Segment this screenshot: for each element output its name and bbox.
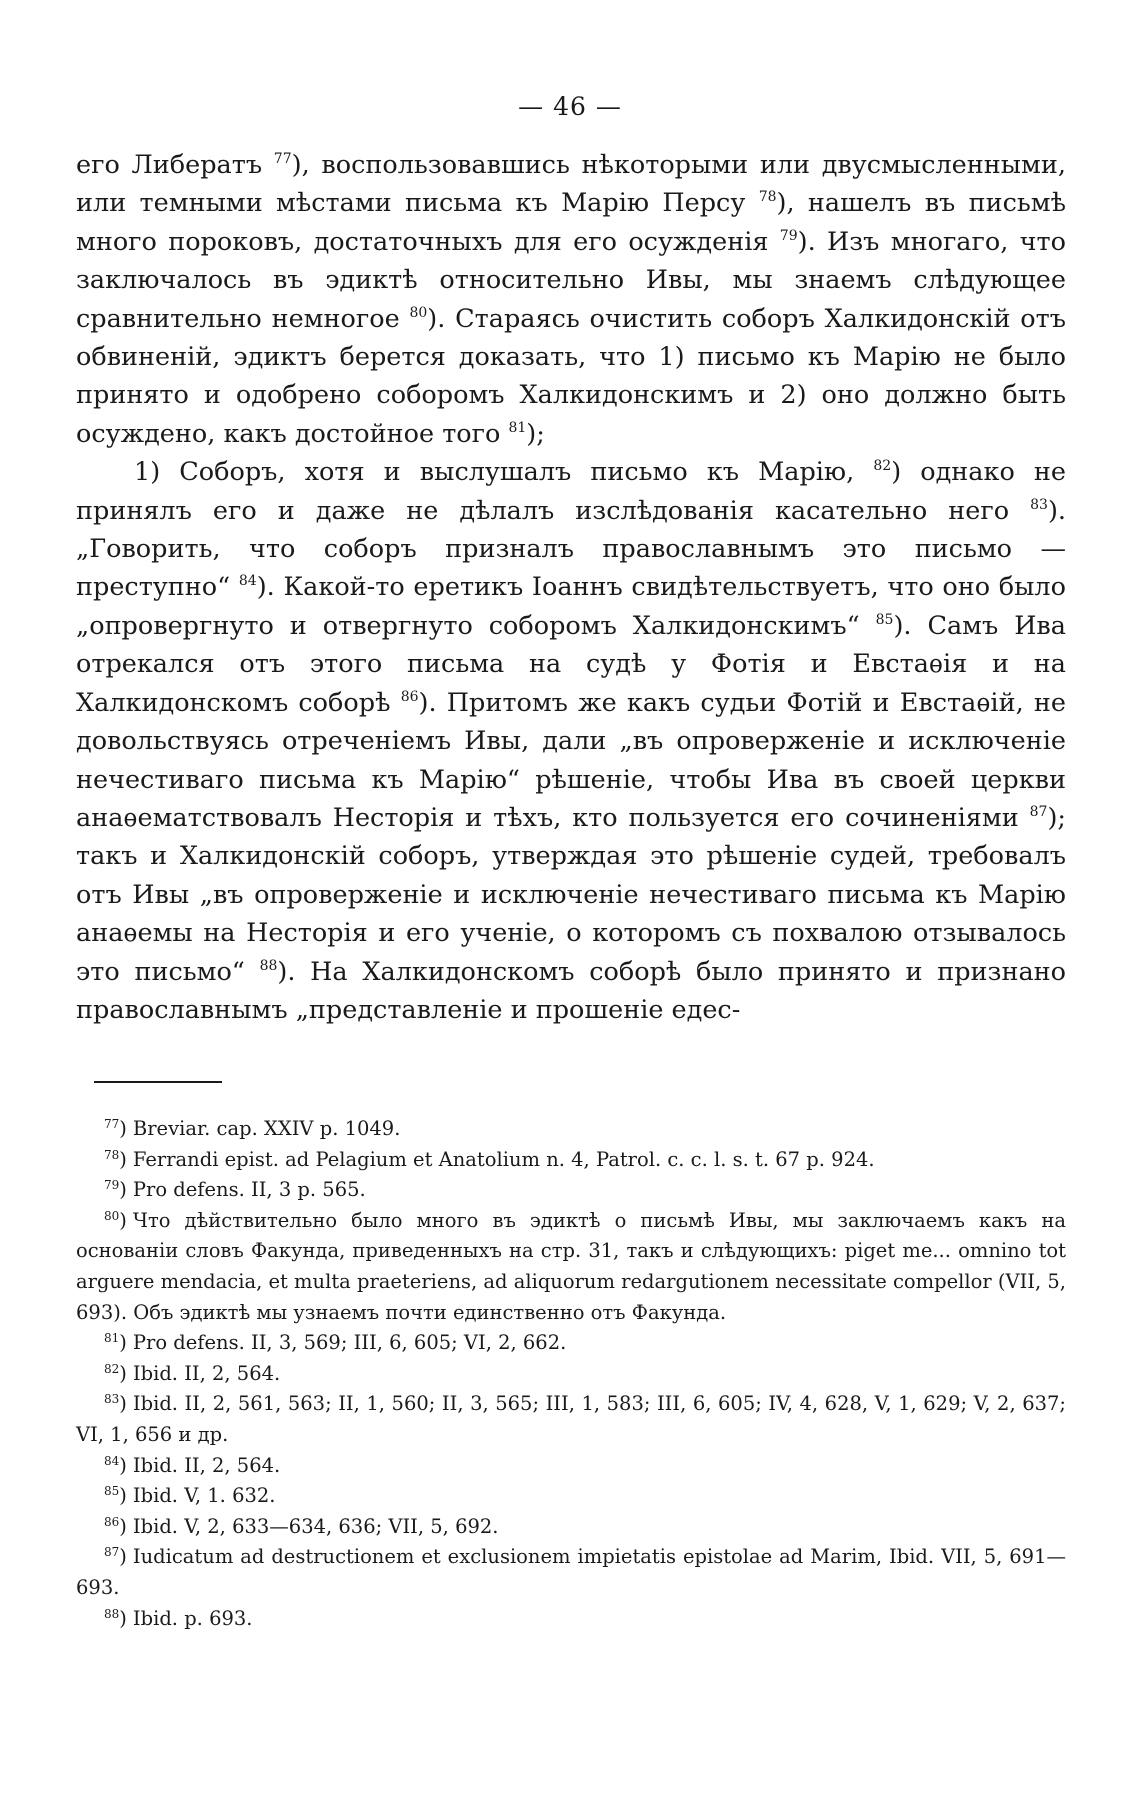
footnote-text: Что дѣйствительно было много въ эдиктѣ о письмѣ Ивы, мы заключаемъ какъ на основаніи словъ Факунда, приведенныхъ на стр. 31, такъ и слѣдующихъ: piget me... omnino tot arguere mendacia, et multa praeteriens, ad aliquorum redargutionem necessitate compellor (VII, 5, 693). Объ эдиктѣ мы узнаемъ почти единственно отъ Факунда. xyxy=(76,1208,1066,1324)
footnote: $^{82}$) Ibid. II, 2, 564. xyxy=(104,1361,281,1385)
footnote-number: 85 xyxy=(104,1484,120,1499)
footnote-number: 83 xyxy=(104,1392,120,1407)
footnote-ref: 87 xyxy=(1029,803,1048,820)
footnote-ref: 81 xyxy=(508,419,527,436)
text-run: ). „Говорить, что соборъ призналъ православнымъ это письмо — преступно“ xyxy=(76,495,1066,603)
footnote-text: Ferrandi epist. ad Pelagium et Anatolium n. 4, Patrol. c. c. l. s. t. 67 p. 924. xyxy=(132,1147,875,1171)
text-run: 1) Соборъ, хотя и выслушалъ письмо къ Марію, xyxy=(134,457,874,488)
text-run: ). На Халкидонскомъ соборѣ было принято и признано православнымъ „представленіе и прошеніе едес- xyxy=(76,956,1066,1025)
footnote-number: 87 xyxy=(104,1545,120,1560)
footnote-ref: 77 xyxy=(273,151,292,167)
footnote-text: Ibid. II, 2, 564. xyxy=(132,1361,281,1385)
paragraph xyxy=(76,146,1066,453)
text-run: ). Притомъ же какъ судьи Фотій и Евстаѳій, не довольствуясь отреченіемъ Ивы, дали „въ опроверженіе и исключеніе нечестиваго письма къ Марію“ рѣшеніе, чтобы Ива въ своей церкви анаѳематствовалъ Несторія и тѣхъ, кто пользуется его сочиненіями xyxy=(76,687,1067,833)
footnote-number: 80 xyxy=(104,1208,120,1223)
footnote: $^{81}$) Pro defens. II, 3, 569; III, 6, 605; VI, 2, 662. xyxy=(104,1331,567,1355)
text-run: его Либератъ xyxy=(76,150,274,180)
footnote-ref: 84 xyxy=(238,573,257,590)
footnote-text: Pro defens. II, 3, 569; III, 6, 605; VI, 2, 662. xyxy=(132,1331,567,1355)
footnote-text: Ibid. V, 2, 633—634, 636; VII, 5, 692. xyxy=(132,1514,499,1538)
footnote-number: 77 xyxy=(104,1117,120,1131)
footnote-ref: 85 xyxy=(875,611,894,628)
text-run: ). Изъ многаго, что заключалось въ эдиктѣ относительно Ивы, мы знаемъ слѣдующее сравнительно немногое xyxy=(76,226,1066,334)
footnote-number: 86 xyxy=(104,1514,120,1529)
footnote-ref: 88 xyxy=(259,957,278,974)
text-run: ); такъ и Халкидонскій соборъ, утверждая это рѣшеніе судей, требовалъ отъ Ивы „въ опроверженіе и исключеніе нечестиваго письма къ Марію анаѳемы на Несторія и его ученіе, о которомъ съ похвалою отзывалось это письмо“ xyxy=(76,802,1066,987)
footnote-text: Breviar. cap. XXIV p. 1049. xyxy=(132,1117,401,1140)
page-number: — 46 — xyxy=(518,92,622,121)
footnote: $^{85}$) Ibid. V, 1. 632. xyxy=(104,1484,276,1508)
text-run: ) однако не принялъ его и даже не дѣлалъ изслѣдованія касательно него xyxy=(76,457,1067,526)
paragraph xyxy=(76,453,1066,1029)
footnote-text: Ibid. p. 693. xyxy=(132,1606,253,1630)
footnote-text: Ibid. V, 1. 632. xyxy=(132,1484,276,1508)
footnote-divider xyxy=(94,1081,222,1083)
footnote: $^{77}$) Breviar. cap. XXIV p. 1049. xyxy=(104,1117,401,1140)
footnote-ref: 78 xyxy=(758,189,777,206)
footnote-number: 88 xyxy=(104,1606,120,1621)
footnote-number: 82 xyxy=(104,1361,120,1376)
text-run: ). Самъ Ива отрекался отъ этого письма на судѣ у Фотія и Евстаѳія и на Халкидонскомъ соборѣ xyxy=(76,610,1066,718)
footnote: $^{79}$) Pro defens. II, 3 p. 565. xyxy=(104,1178,366,1202)
footnote: $^{83}$) Ibid. II, 2, 561, 563; II, 1, 560; II, 3, 565; III, 1, 583; III, 6, 605; IV, 4, 628, V, 1, 629; V, 2, 637; VI, 1, 656 и др. xyxy=(76,1392,1066,1446)
footnote-text: Ibid. II, 2, 561, 563; II, 1, 560; II, 3, 565; III, 1, 583; III, 6, 605; IV, 4, 628, V, 1, 629; V, 2, 637; VI, 1, 656 и др. xyxy=(76,1392,1066,1446)
footnote-ref: 79 xyxy=(779,227,798,244)
footnote: $^{88}$) Ibid. p. 693. xyxy=(104,1606,253,1630)
footnotes xyxy=(76,1114,1066,1634)
text-run: ), нашелъ въ письмѣ много пороковъ, достаточныхъ для его осужденія xyxy=(76,188,1066,257)
footnote: $^{78}$) Ferrandi epist. ad Pelagium et Anatolium n. 4, Patrol. c. c. l. s. t. 67 p. 924. xyxy=(104,1147,875,1171)
footnote-ref: 83 xyxy=(1030,496,1048,513)
footnote-ref: 86 xyxy=(400,688,419,705)
footnote: $^{80}$) Что дѣйствительно было много въ эдиктѣ о письмѣ Ивы, мы заключаемъ какъ на основаніи словъ Факунда, приведенныхъ на стр. 31, такъ и слѣдующихъ: piget me... omnino tot arguere mendacia, et multa praeteriens, ad aliquorum redargutionem necessitate compellor (VII, 5, 693). Объ эдиктѣ мы узнаемъ почти единственно отъ Факунда. xyxy=(76,1208,1066,1324)
main-text xyxy=(76,146,1066,1029)
footnote: $^{86}$) Ibid. V, 2, 633—634, 636; VII, 5, 692. xyxy=(104,1514,499,1538)
footnote-number: 84 xyxy=(104,1453,120,1468)
footnote-number: 78 xyxy=(104,1147,120,1162)
footnote-text: Ibid. II, 2, 564. xyxy=(132,1453,281,1477)
footnote: $^{87}$) Iudicatum ad destructionem et exclusionem impietatis epistolae ad Marim, Ibid. VII, 5, 691—693. xyxy=(76,1545,1066,1599)
text-run: ); xyxy=(526,418,545,449)
footnote-ref: 80 xyxy=(409,304,428,321)
footnote-text: Iudicatum ad destructionem et exclusionem impietatis epistolae ad Marim, Ibid. VII, 5, 691—693. xyxy=(76,1545,1066,1599)
text-run: ). Какой-то еретикъ Іоаннъ свидѣтельствуетъ, что оно было „опровергнуто и отвергнуто соборомъ Халкидонскимъ“ xyxy=(76,572,1066,641)
footnote-number: 79 xyxy=(104,1178,120,1193)
text-run: ). Стараясь очистить соборъ Халкидонскій отъ обвиненій, эдиктъ берется доказать, что 1) письмо къ Марію не было принято и одобрено соборомъ Халкидонскимъ и 2) оно должно быть осуждено, какъ достойное того xyxy=(76,303,1066,449)
text-run: ), воспользовавшись нѣкоторыми или двусмысленными, или темными мѣстами письма къ Марію Персу xyxy=(76,150,1066,219)
footnote-number: 81 xyxy=(104,1331,120,1346)
footnote-ref: 82 xyxy=(873,458,892,475)
footnote-text: Pro defens. II, 3 p. 565. xyxy=(132,1178,366,1202)
footnote: $^{84}$) Ibid. II, 2, 564. xyxy=(104,1453,281,1477)
